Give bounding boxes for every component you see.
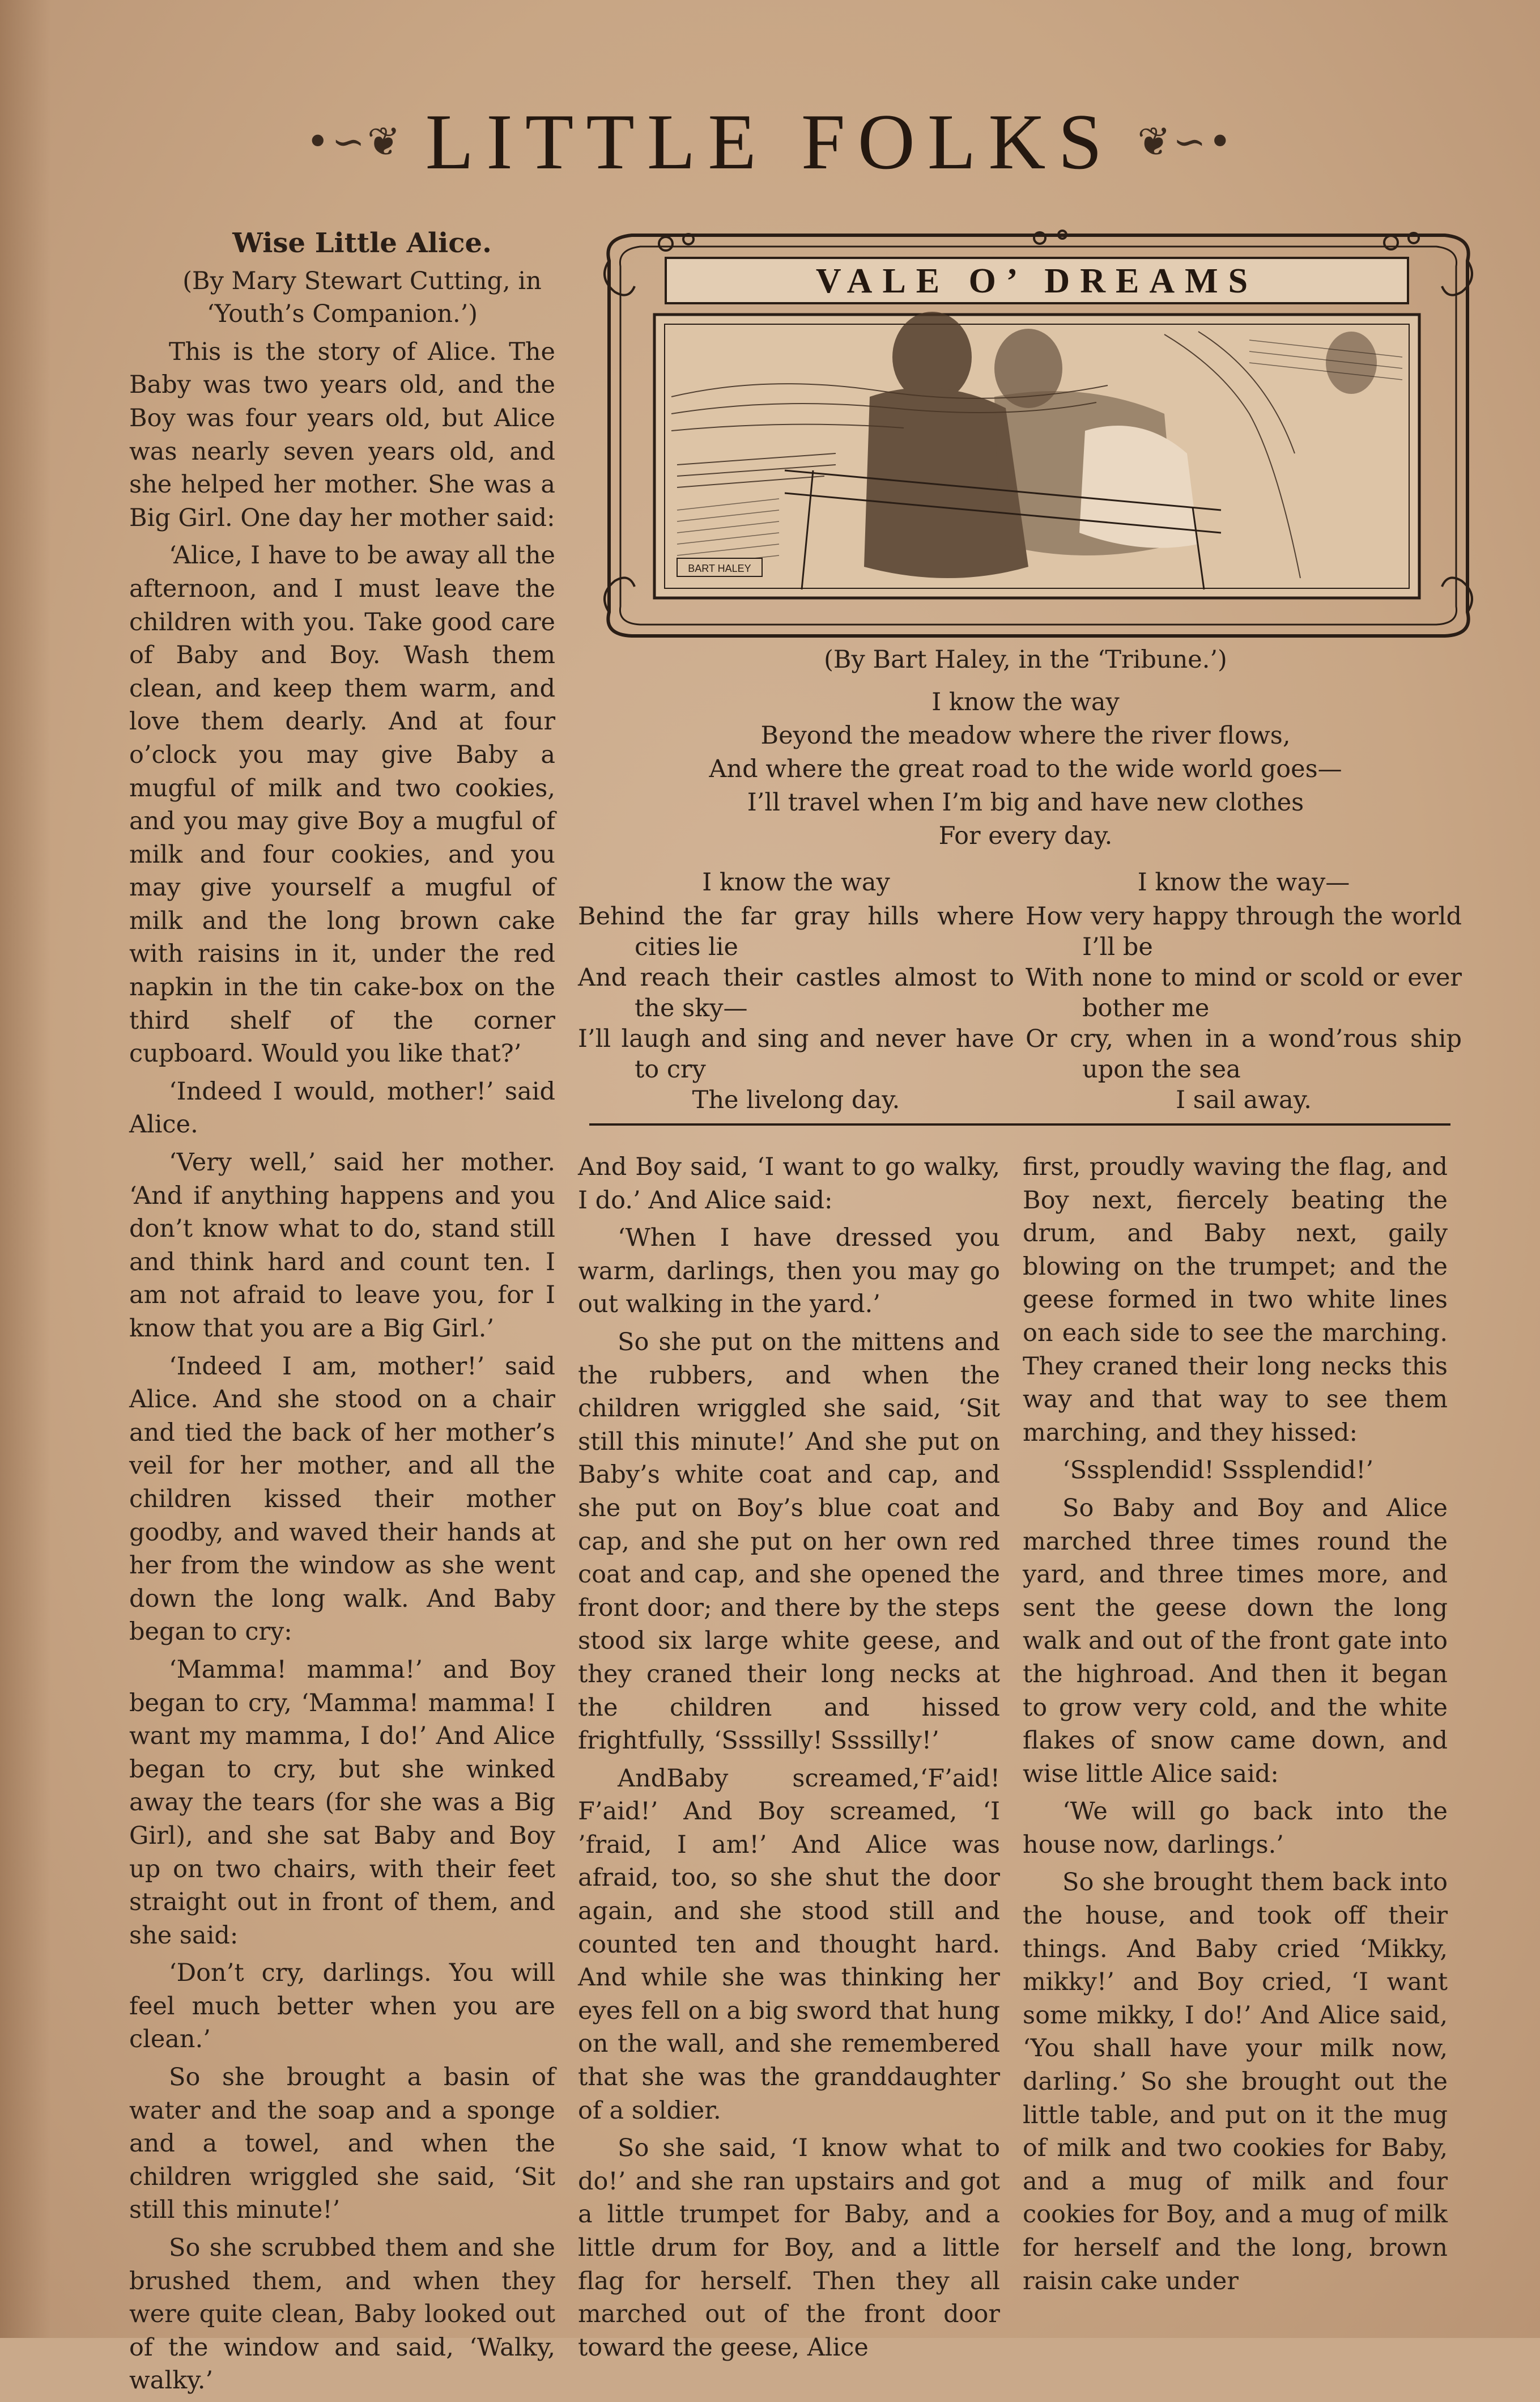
paragraph: So Baby and Boy and Alice marched three times round the yard, and three times more, and sent the geese down the long walk and out of the front gate into the highroad. And then it began to grow very cold, and the white flakes of snow came down, and wise little Alice said: <box>1023 1493 1448 1788</box>
poem-stanza-3 <box>1026 867 1462 1115</box>
paragraph: So she scrubbed them and she brushed them, and when they were quite clean, Baby looked out of the window and said, ‘Walky, walky.’ <box>129 2234 555 2395</box>
story-byline: (By Mary Stewart Cutting, in ‘Youth’s Companion.’) <box>182 266 542 329</box>
story-title: Wise Little Alice. <box>232 227 492 259</box>
vale-o-dreams-illustration <box>598 227 1479 643</box>
paragraph: AndBaby screamed,‘F’aid! F’aid!’ And Boy screamed, ‘I ’fraid, I am!’ And Alice was afraid, too, so she shut the door again, and she stood still and counted ten and thought hard. And while she was thinking her eyes fell on a big sword that hung on the wall, and she remembered that she was the granddaughter of a soldier. <box>578 1764 1000 2125</box>
left-flourish: •∽❦ <box>306 118 403 165</box>
art-signature: BART HALEY <box>688 563 751 574</box>
story-column-3 <box>1023 1151 1448 2302</box>
paragraph: This is the story of Alice. The Baby was two years old, and the Boy was four years old, but Alice was nearly seven years old, and she helped her mother. She was a Big Girl. One day her mother said: <box>129 337 555 532</box>
paragraph: ‘When I have dressed you warm, darlings, then you may go out walking in the yard.’ <box>578 1224 1000 1319</box>
paragraph: ‘Very well,’ said her mother. ‘And if anything happens and you don’t know what to do, stand still and think hard and count ten. I am not afraid to leave you, for I know that you are a Big Girl.’ <box>129 1148 555 1343</box>
poem-line: I know the way— <box>1137 868 1350 897</box>
poem-line: And reach their castles almost to the sky— <box>578 964 1014 1022</box>
poem-line: I’ll laugh and sing and never have to cry <box>578 1025 1014 1084</box>
poem-line: I’ll travel when I’m big and have new clothes <box>747 788 1304 817</box>
poem-line: I sail away. <box>1176 1086 1312 1114</box>
section-title: LITTLE FOLKS <box>425 97 1115 186</box>
poem-line: And where the great road to the wide world goes— <box>709 755 1342 783</box>
poem-line: With none to mind or scold or ever bother me <box>1026 964 1462 1022</box>
binding-shadow <box>0 0 51 2338</box>
poem-line: How very happy through the world I’ll be <box>1026 902 1462 961</box>
paragraph: ‘Indeed I would, mother!’ said Alice. <box>129 1077 555 1139</box>
paragraph: ‘Don’t cry, darlings. You will feel much better when you are clean.’ <box>129 1959 555 2054</box>
paragraph: ‘We will go back into the house now, darlings.’ <box>1023 1797 1448 1859</box>
paragraph: ‘Mamma! mamma!’ and Boy began to cry, ‘Mamma! mamma! I want my mamma, I do!’ And Alice began to cry, but she winked away the tears (for she was a Big Girl), and she sat Baby and Boy up on two chairs, with their feet straight out in front of them, and she said: <box>129 1655 555 1950</box>
story-column-1 <box>129 227 555 2402</box>
art-title: VALE O’ DREAMS <box>815 262 1258 300</box>
paragraph: So she brought a basin of water and the soap and a sponge and a towel, and when the children wriggled she said, ‘Sit still this minute!’ <box>129 2063 555 2225</box>
paragraph: So she brought them back into the house, and took off their things. And Baby cried ‘Mikky, mikky!’ and Boy cried, ‘I want some mikky, I do!’ And Alice said, ‘You shall have your milk now, darling.’ So she brought out the little table, and put on it the mug of milk and two cookies for Baby, and a mug of milk and four cookies for Boy, and a mug of milk for herself and the long, brown raisin cake under <box>1023 1868 1448 2295</box>
poem-line: For every day. <box>938 822 1113 850</box>
poem-line: The livelong day. <box>692 1086 900 1114</box>
masthead <box>0 99 1540 184</box>
paragraph: first, proudly waving the flag, and Boy next, fiercely beating the drum, and Baby next, gaily blowing on the trumpet; and the geese formed in two white lines on each side to see the marching. They craned their long necks this way and that way to see them marching, and they hissed: <box>1023 1153 1448 1447</box>
right-flourish: ❦∽• <box>1137 118 1234 165</box>
poem-line: I know the way <box>931 688 1120 716</box>
poem-stanza-1 <box>578 686 1473 853</box>
poem-line: Beyond the meadow where the river flows, <box>760 722 1291 750</box>
paragraph: ‘Alice, I have to be away all the afternoon, and I must leave the children with you. Take good care of Baby and Boy. Wash them clean, and keep them warm, and love them dearly. And at four o’clock you may give Baby a mugful of milk and two cookies, and you may give Boy a mugful of milk and four cookies, and you may give yourself a mugful of milk and the long brown cake with raisins in it, under the red napkin in the tin cake-box on the third shelf of the corner cupboard. Would you like that?’ <box>129 541 555 1068</box>
paragraph: ‘Sssplendid! Sssplendid!’ <box>1062 1456 1374 1485</box>
poem-credit: (By Bart Haley, in the ‘Tribune.’) <box>824 646 1227 674</box>
divider-rule <box>589 1122 1450 1127</box>
poem-stanza-2 <box>578 867 1014 1115</box>
paragraph: ‘Indeed I am, mother!’ said Alice. And she stood on a chair and tied the back of her mother’s veil for her mother, and all the children kissed their mother goodby, and waved their hands at her from the window as she went down the long walk. And Baby began to cry: <box>129 1352 555 1646</box>
paragraph: So she said, ‘I know what to do!’ and she ran upstairs and got a little trumpet for Baby, and a little drum for Boy, and a little flag for herself. Then they all marched out of the front door toward the geese, Alice <box>578 2134 1000 2362</box>
paragraph: So she put on the mittens and the rubbers, and when the children wriggled she said, ‘Sit still this minute!’ And she put on Baby’s white coat and cap, and she put on Boy’s blue coat and cap, and she put on her own red coat and cap, and she opened the front door; and there by the steps stood six large white geese, and they craned their long necks at the children and hissed frightfully, ‘Ssssilly! Ssssilly!’ <box>578 1327 1000 1755</box>
poem-line: I know the way <box>702 868 890 897</box>
poem-line: Or cry, when in a wond’rous ship upon the sea <box>1026 1025 1462 1084</box>
poem-line: Behind the far gray hills where cities lie <box>578 902 1014 961</box>
paragraph: And Boy said, ‘I want to go walky, I do.’ And Alice said: <box>578 1153 1000 1215</box>
story-column-2 <box>578 1151 1000 2369</box>
